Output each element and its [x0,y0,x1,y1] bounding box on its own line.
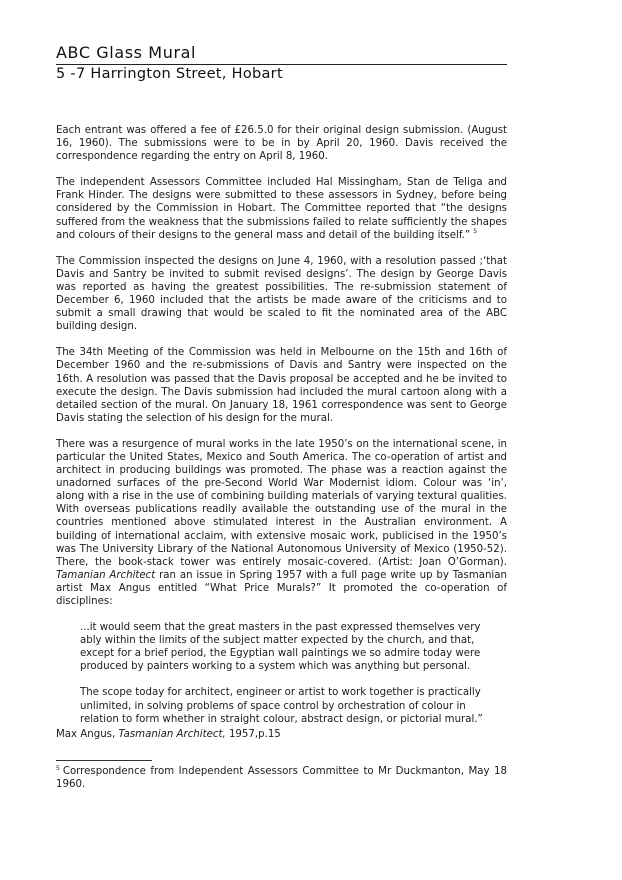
quote-text: The scope today for architect, engineer or artist to work together is practically unlimited, in solving problems of space control by orchestration of colour in relation to form whether in straight colour, abstract design, or pictorial mural.” [80,687,483,725]
quote-attribution [56,728,437,741]
paragraph-mural-resurgence [56,438,507,608]
footnote-text: Correspondence from Independent Assessors Committee to Mr Duckmanton, May 18 1960. [56,766,507,791]
footnote-reference: 5 [473,228,478,236]
paragraph-34th-meeting [56,346,507,425]
block-quote-paragraph-2 [80,686,485,725]
paragraph-text: Each entrant was offered a fee of £26.5.0 for their original design submission. (August 16, 1960). The submissions were to be in by April 20, 1960. Davis received the correspondence regarding the entry on April 8, 1960. [56,125,507,163]
journal-title: Tamanian Architect [56,569,156,581]
paragraph-text: The Commission inspected the designs on June 4, 1960, with a resolution passed ;‘that Davis and Santry be invited to submit revised designs’. The design by George Davis was reported as having the greatest possibilities. The re-submission statement of December 6, 1960 included that the artists be made aware of the criticisms and to submit a small drawing that would be scaled to fit the nominated area of the ABC building design. [56,255,507,333]
attribution-author: Max Angus, [56,728,116,740]
quote-text: ...it would seem that the great masters in the past expressed themselves very ably within the limits of the subject matter expected by the church, and that, except for a brief period, the Egyptian wall paintings we so admire today were produced by painters working to a system which was anything but personal. [80,622,481,673]
footnote [56,765,507,791]
paragraph-text: ran an issue in Spring 1957 with a full page write up by Tasmanian artist Max Angus entitled “What Price Murals?” It promoted the co-operation of disciplines: [56,569,507,607]
paragraph-text: There was a resurgence of mural works in the late 1950’s on the international scene, in particular the United States, Mexico and South America. The co-operation of artist and architect in producing buildings was promoted. The phase was a reaction against the unadorned surfaces of the pre-Second World War Modernist idiom. Colour was ‘in’, along with a rise in the use of combining building materials of varying textural qualities. With overseas publications readily available the outstanding use of the mural in the countries mentioned above stimulated interest in the Australian environment. A building of international acclaim, with extensive mosaic work, publicised in the 1950’s was The University Library of the National Autonomous University of Mexico (1950-52). There, the book-stack tower was entirely mosaic-covered. (Artist: Joan O’Gorman). [56,438,507,568]
paragraph-commission-inspection [56,255,507,334]
document-body [56,124,507,741]
paragraph-text: The independent Assessors Committee included Hal Missingham, Stan de Teliga and Frank Hinder. The designs were submitted to these assessors in Sydney, before being considered by the Commission in Hobart. The Committee reported that “the designs suffered from the weakness that the submissions failed to relate sufficiently the shapes and colours of their designs to the general mass and detail of the building itself.” [56,177,507,241]
attribution-reference: 1957,p.15 [228,728,281,740]
title-underline [56,64,507,65]
document-subtitle: 5 -7 Harrington Street, Hobart [56,66,283,82]
footnote-mark: 5 [56,764,60,772]
paragraph-text: The 34th Meeting of the Commission was held in Melbourne on the 15th and 16th of December 1960 and the re-submissions of Davis and Santry were inspected on the 16th. A resolution was passed that the Davis proposal be accepted and he be invited to execute the design. The Davis submission had included the mural cartoon along with a detailed section of the mural. On January 18, 1961 correspondence was sent to George Davis stating the selection of his design for the mural. [56,347,507,424]
footnote-separator [56,760,152,761]
paragraph-assessors [56,176,507,241]
document-title: ABC Glass Mural [56,43,197,62]
attribution-journal: Tasmanian Architect, [118,728,226,740]
paragraph-entrant-fee [56,124,507,163]
block-quote-paragraph-1 [80,621,485,673]
